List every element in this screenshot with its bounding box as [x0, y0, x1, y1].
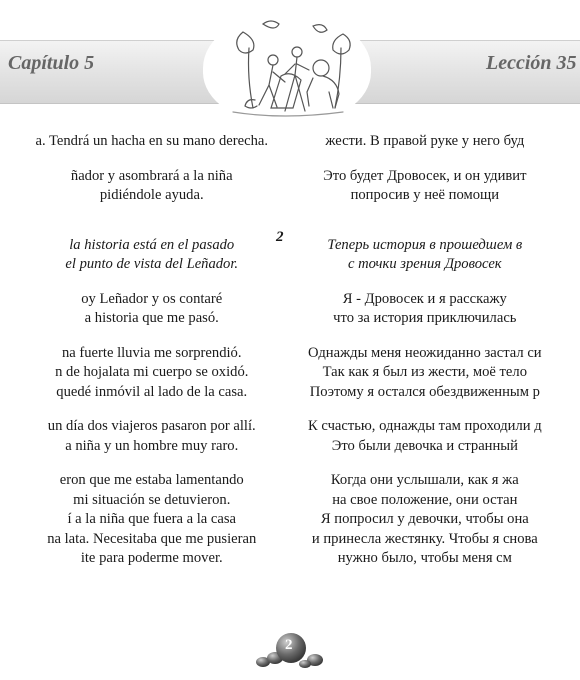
text-line: Теперь история в прошедшем в [327, 236, 523, 253]
text-line: Так как я был из жести, моё тело [322, 364, 527, 380]
text-line: í a la niña que fuera a la casa [67, 511, 237, 527]
section-number: 2 [276, 229, 284, 245]
spanish-column [35, 132, 268, 569]
text-line: попросив у неё помощи [350, 187, 500, 203]
text-line: na fuerte lluvia me sorprendió. [61, 344, 242, 361]
text-line: и принесла жестянку. Чтобы я снова [311, 530, 538, 547]
text-line: К счастью, однажды там проходили д [308, 418, 542, 434]
text-line: n de hojalata mi cuerpo se oxidó. [55, 364, 249, 380]
text-line: с точки зрения Дровосек [347, 256, 502, 272]
text-line: Когда они услышали, как я жа [330, 472, 519, 488]
text-line: a. Tendrá un hacha en su mano derecha. [35, 133, 268, 149]
text-line: ñador y asombrará a la niña [70, 167, 233, 184]
text-line: Однажды меня неожиданно застал си [308, 344, 542, 361]
text-line: нужно было, чтобы меня см [337, 550, 512, 566]
text-line: un día dos viajeros pasaron por allí. [47, 418, 256, 434]
text-line: na lata. Necesitaba que me pusieran [47, 530, 257, 547]
text-line: a niña y un hombre muy raro. [65, 437, 239, 454]
oz-illustration [203, 12, 371, 124]
lesson-title: Lección 35 [486, 52, 577, 74]
text-line: Поэтому я остался обездвиженным р [309, 383, 540, 400]
text-line: el punto de vista del Leñador. [65, 256, 239, 272]
text-line: a historia que me pasó. [84, 310, 219, 326]
text-line: mi situación se detuvieron. [73, 491, 231, 508]
text-line: quedé inmóvil al lado de la casa. [56, 383, 248, 400]
text-line: la historia está en el pasado [69, 236, 235, 253]
text-line: oy Leñador y os contaré [81, 290, 223, 307]
text-line: pidiéndole ayuda. [99, 187, 204, 203]
text-line: Я попросил у девочки, чтобы она [320, 511, 529, 527]
page-number: 2 [285, 637, 293, 653]
page-number-stones [255, 628, 325, 670]
text-line: Это были девочка и странный [331, 437, 518, 454]
text-line: жести. В правой руке у него буд [325, 133, 525, 149]
text-line: на свое положение, они остан [332, 491, 518, 508]
text-line: eron que me estaba lamentando [59, 472, 244, 488]
text-line: Это будет Дровосек, и он удивит [323, 167, 527, 184]
text-line: что за история приключилась [333, 310, 517, 326]
text-line: Я - Дровосек и я расскажу [342, 290, 507, 307]
chapter-title: Capítulo 5 [8, 52, 95, 74]
russian-column [308, 132, 542, 569]
text-line: ite para poderme mover. [80, 550, 223, 566]
